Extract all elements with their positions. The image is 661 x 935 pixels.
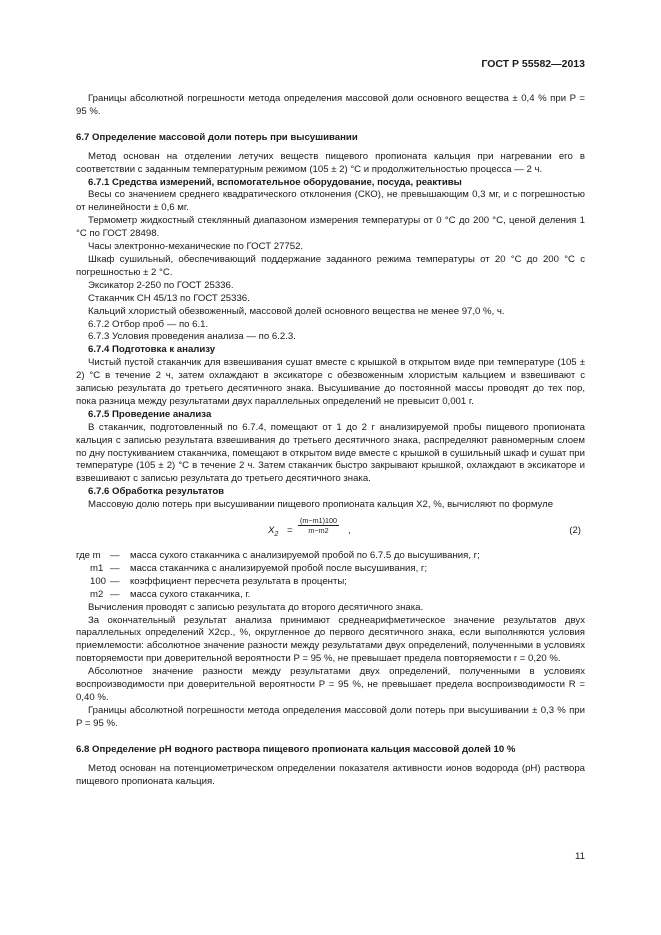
definition-text: масса сухого стаканчика, г. xyxy=(130,588,251,600)
definition-dash: — xyxy=(110,575,120,587)
paragraph: Эксикатор 2-250 по ГОСТ 25336. xyxy=(88,279,234,291)
paragraph: Шкаф сушильный, обеспечивающий поддержание заданного режима температуры от 20 °С до 200 °С с погрешностью ± 2 °С. xyxy=(76,253,585,278)
paragraph: Стаканчик СН 45/13 по ГОСТ 25336. xyxy=(88,292,250,304)
paragraph: Массовую долю потерь при высушивании пищевого пропионата кальция X2, %, вычисляют по формуле xyxy=(88,499,554,511)
page-number: 11 xyxy=(575,851,585,862)
paragraph: В стаканчик, подготовленный по 6.7.4, помещают от 1 до 2 г анализируемой пробы пищевого пропионата кальция с записью результата взвешивания до третьего десятичного знака, распределяют равномерным слоем по дну постукиванием стаканчика, помещают в открытом виде вместе с крышкой в сушильный шкаф и сушат при температуре (105 ± 2) °С в течение 2 ч. Затем стаканчик быстро закрывают крышкой, охлаждают в эксикаторе и взвешивают с записью результата до третьего десятичного знака. xyxy=(76,421,585,485)
section-heading: 6.8 Определение pH водного раствора пищевого пропионата кальция массовой долей 10 % xyxy=(76,743,516,755)
definition-symbol: где m xyxy=(76,550,101,562)
definition-dash: — xyxy=(110,588,120,600)
definition-symbol: m2 xyxy=(90,588,104,600)
definition-text: масса сухого стаканчика с анализируемой пробой по 6.7.5 до высушивания, г; xyxy=(130,550,480,562)
definition-text: масса стаканчика с анализируемой пробой после высушивания, г; xyxy=(130,562,428,574)
formula-comma: , xyxy=(348,525,351,537)
paragraph: Метод основан на потенциометрическом определении показателя активности ионов водорода (pH) раствора пищевого пропионата кальция. xyxy=(76,762,585,787)
paragraph: Термометр жидкостный стеклянный диапазоном измерения температуры от 0 °С до 200 °С, ценой деления 1 °С по ГОСТ 28498. xyxy=(76,215,585,240)
paragraph: Вычисления проводят с записью результата до второго десятичного знака. xyxy=(88,601,424,613)
definition-dash: — xyxy=(110,562,120,574)
definition-text: коэффициент пересчета результата в проценты; xyxy=(130,575,347,587)
text-section-before-formula xyxy=(76,93,585,512)
paragraph: Границы абсолютной погрешности метода определения массовой доли основного вещества ± 0,4 % при P = 95 %. xyxy=(76,93,585,117)
paragraph: Чистый пустой стаканчик для взвешивания сушат вместе с крышкой в открытом виде при температуре (105 ± 2) °С в течение 2 ч, затем охлаждают в эксикаторе с обезвоженным хлористым кальцием и взвешивают с записью результата до третьего десятичного знака. Высушивание до постоянной массы проводят до тех пор, пока разница между результатами двух параллельных определений не превысит 0,001 г. xyxy=(76,357,585,407)
definition-row xyxy=(76,576,585,589)
subsection-heading: 6.7.6 Обработка результатов xyxy=(88,486,225,498)
definition-row xyxy=(76,563,585,576)
subsection-heading: 6.7.5 Проведение анализа xyxy=(88,408,212,420)
formula-equals: = xyxy=(287,525,293,537)
paragraph: За окончательный результат анализа принимают среднеарифметическое значение результатов двух параллельных определений X2ср., %, округленное до первого десятичного знака, если выполняются условия приемлемости: абсолютное значение разности между результатами двух определений, полученными в условиях повторяемости при доверительной вероятности P = 95 %, не превышает предела повторяемости r = 0,20 %. xyxy=(76,614,585,665)
definition-dash: — xyxy=(110,550,120,562)
paragraph: 6.7.2 Отбор проб — по 6.1. xyxy=(88,318,209,330)
formula-fraction xyxy=(298,516,339,535)
section-heading: 6.7 Определение массовой доли потерь при высушивании xyxy=(76,131,358,143)
standard-number: ГОСТ Р 55582—2013 xyxy=(481,58,585,70)
paragraph: Весы со значением среднего квадратического отклонения (СКО), не превышающим 0,3 мг, и с погрешностью от нелинейности ± 0,6 мг. xyxy=(76,189,585,214)
definition-symbol: 100 xyxy=(90,575,107,587)
document-body xyxy=(76,93,585,788)
paragraph: Абсолютное значение разности между результатами двух определений, полученными в условиях воспроизводимости при доверительной вероятности P = 95 %, не превышает предела воспроизводимости R = 0,40 %. xyxy=(76,666,585,703)
paragraph: Границы абсолютной погрешности метода определения массовой доли потерь при высушивании ± 0,3 % при P = 95 %. xyxy=(76,704,585,729)
definition-symbol: m1 xyxy=(90,562,104,574)
paragraph: Кальций хлористый обезвоженный, массовой долей основного вещества не менее 97,0 %, ч. xyxy=(88,305,505,317)
subsection-heading: 6.7.4 Подготовка к анализу xyxy=(88,344,216,356)
subsection-heading: 6.7.1 Средства измерений, вспомогательное оборудование, посуда, реактивы xyxy=(88,176,462,188)
formula-2 xyxy=(76,516,585,544)
formula-denominator: m−m2 xyxy=(308,526,329,536)
formula-numerator: (m−m1)100 xyxy=(300,516,337,526)
paragraph: 6.7.3 Условия проведения анализа — по 6.2.3. xyxy=(88,331,296,343)
formula-lhs: $X_2$ xyxy=(268,525,279,538)
paragraph: Часы электронно-механические по ГОСТ 27752. xyxy=(88,241,304,253)
definition-row xyxy=(76,589,585,602)
formula-number: (2) xyxy=(569,525,581,537)
paragraph: Метод основан на отделении летучих веществ пищевого пропионата кальция при нагревании его в соответствии с заданным температурным режимом (105 ± 2) °С и продолжительностью процесса — 2 ч. xyxy=(76,150,585,175)
symbol-definitions xyxy=(76,550,585,602)
text-section-after-formula xyxy=(76,602,585,789)
definition-row xyxy=(76,550,585,563)
